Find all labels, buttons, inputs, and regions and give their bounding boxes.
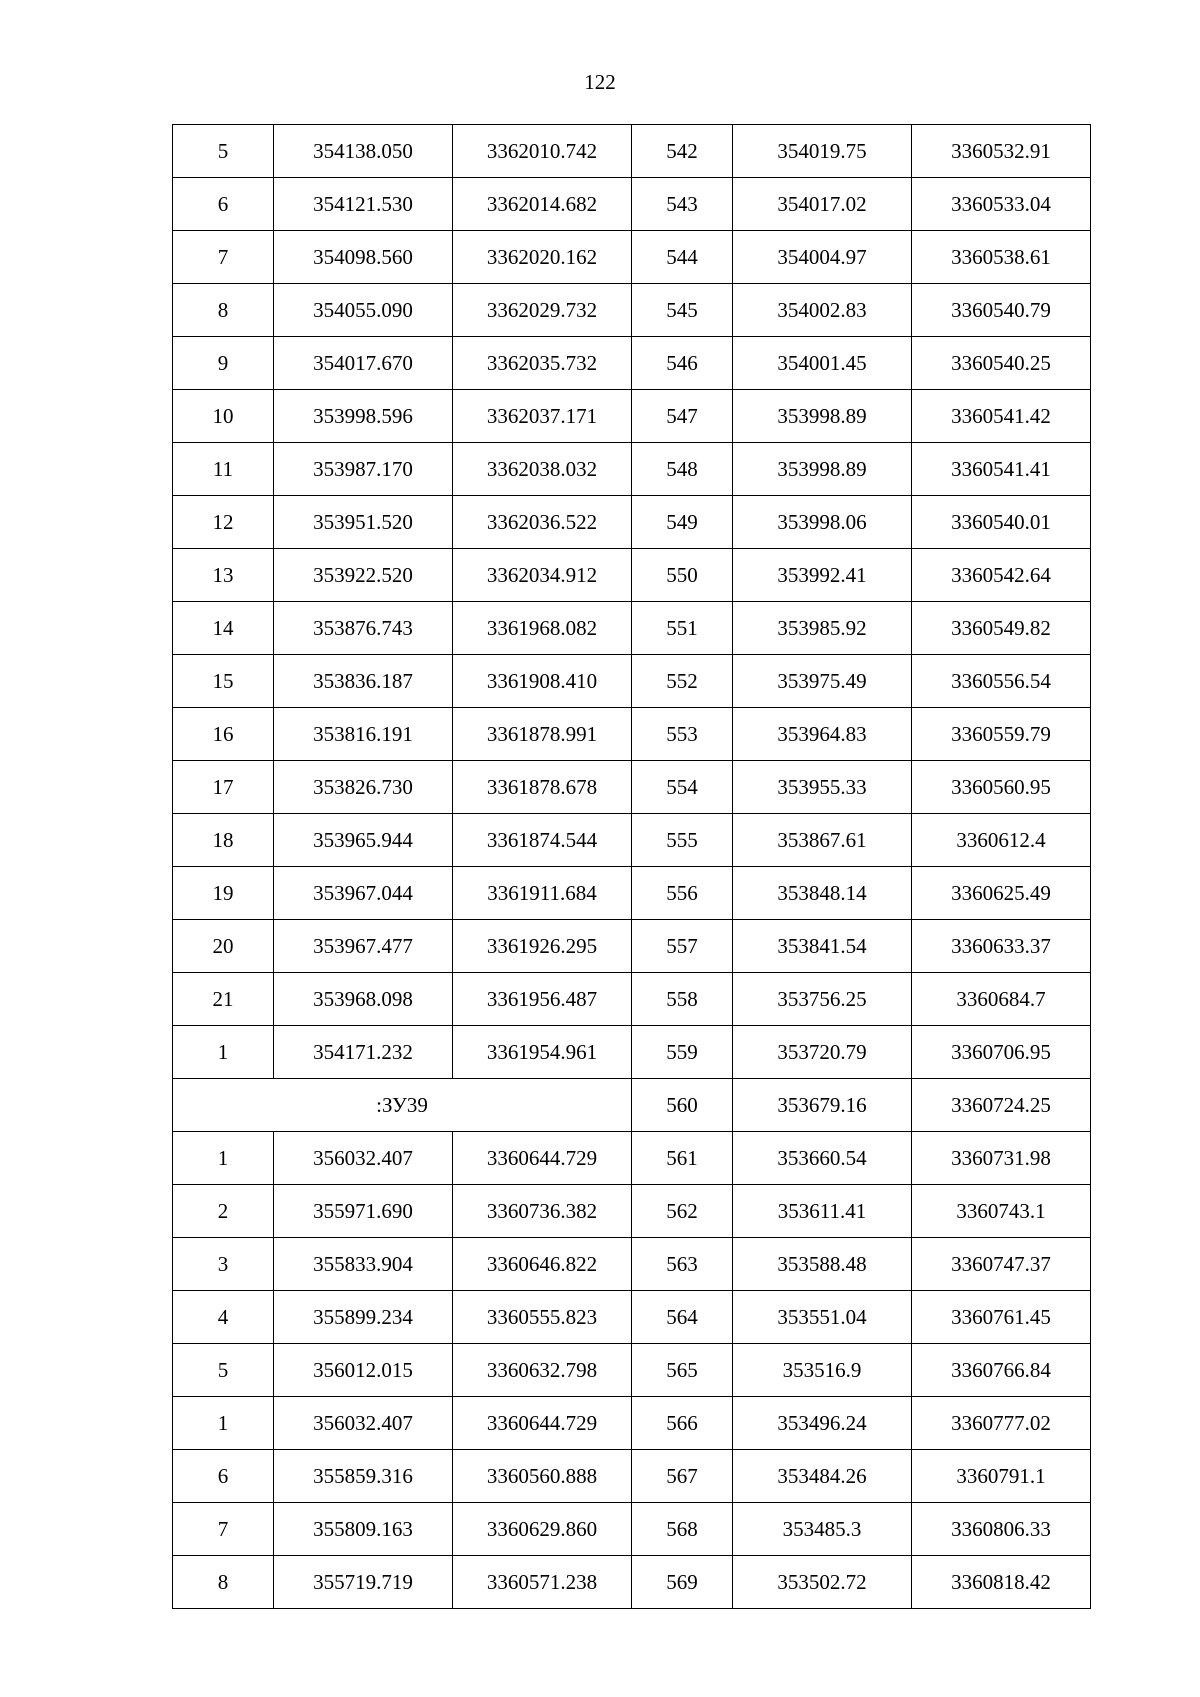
right-x-coordinate: 353502.72 <box>733 1556 912 1609</box>
right-point-number: 561 <box>632 1132 733 1185</box>
table-row <box>173 1079 1091 1132</box>
table-row <box>173 1450 1091 1503</box>
left-point-number: 8 <box>173 284 274 337</box>
right-y-coordinate: 3360560.95 <box>912 761 1091 814</box>
section-label: :ЗУ39 <box>173 1079 632 1132</box>
right-y-coordinate: 3360559.79 <box>912 708 1091 761</box>
right-point-number: 562 <box>632 1185 733 1238</box>
right-point-number: 552 <box>632 655 733 708</box>
left-point-number: 5 <box>173 1344 274 1397</box>
left-y-coordinate: 3360560.888 <box>453 1450 632 1503</box>
left-x-coordinate: 356032.407 <box>274 1397 453 1450</box>
right-x-coordinate: 353551.04 <box>733 1291 912 1344</box>
left-point-number: 8 <box>173 1556 274 1609</box>
table-row <box>173 973 1091 1026</box>
left-x-coordinate: 355859.316 <box>274 1450 453 1503</box>
table-row <box>173 549 1091 602</box>
left-y-coordinate: 3361926.295 <box>453 920 632 973</box>
right-y-coordinate: 3360743.1 <box>912 1185 1091 1238</box>
right-y-coordinate: 3360625.49 <box>912 867 1091 920</box>
right-y-coordinate: 3360532.91 <box>912 125 1091 178</box>
table-row <box>173 1026 1091 1079</box>
left-x-coordinate: 353816.191 <box>274 708 453 761</box>
left-y-coordinate: 3362037.171 <box>453 390 632 443</box>
left-x-coordinate: 355899.234 <box>274 1291 453 1344</box>
left-x-coordinate: 353987.170 <box>274 443 453 496</box>
left-point-number: 13 <box>173 549 274 602</box>
table-row <box>173 443 1091 496</box>
left-y-coordinate: 3361878.991 <box>453 708 632 761</box>
table-row <box>173 496 1091 549</box>
right-y-coordinate: 3360541.42 <box>912 390 1091 443</box>
right-x-coordinate: 353756.25 <box>733 973 912 1026</box>
left-point-number: 15 <box>173 655 274 708</box>
left-point-number: 16 <box>173 708 274 761</box>
right-x-coordinate: 353848.14 <box>733 867 912 920</box>
left-x-coordinate: 356032.407 <box>274 1132 453 1185</box>
right-x-coordinate: 354001.45 <box>733 337 912 390</box>
left-y-coordinate: 3362020.162 <box>453 231 632 284</box>
right-y-coordinate: 3360761.45 <box>912 1291 1091 1344</box>
coordinates-table <box>172 124 1091 1609</box>
right-y-coordinate: 3360806.33 <box>912 1503 1091 1556</box>
table-row <box>173 1397 1091 1450</box>
left-y-coordinate: 3361911.684 <box>453 867 632 920</box>
right-x-coordinate: 354002.83 <box>733 284 912 337</box>
left-point-number: 3 <box>173 1238 274 1291</box>
right-point-number: 542 <box>632 125 733 178</box>
right-y-coordinate: 3360724.25 <box>912 1079 1091 1132</box>
left-x-coordinate: 353951.520 <box>274 496 453 549</box>
left-y-coordinate: 3361968.082 <box>453 602 632 655</box>
left-x-coordinate: 354171.232 <box>274 1026 453 1079</box>
left-y-coordinate: 3360644.729 <box>453 1397 632 1450</box>
right-point-number: 564 <box>632 1291 733 1344</box>
right-x-coordinate: 353485.3 <box>733 1503 912 1556</box>
left-point-number: 2 <box>173 1185 274 1238</box>
right-x-coordinate: 353998.06 <box>733 496 912 549</box>
right-point-number: 556 <box>632 867 733 920</box>
page-number: 122 <box>584 70 616 94</box>
right-x-coordinate: 353955.33 <box>733 761 912 814</box>
right-point-number: 569 <box>632 1556 733 1609</box>
table-row <box>173 1503 1091 1556</box>
right-point-number: 544 <box>632 231 733 284</box>
left-y-coordinate: 3361878.678 <box>453 761 632 814</box>
left-y-coordinate: 3360632.798 <box>453 1344 632 1397</box>
left-x-coordinate: 353965.944 <box>274 814 453 867</box>
right-y-coordinate: 3360706.95 <box>912 1026 1091 1079</box>
left-point-number: 7 <box>173 1503 274 1556</box>
left-y-coordinate: 3361954.961 <box>453 1026 632 1079</box>
right-y-coordinate: 3360542.64 <box>912 549 1091 602</box>
table-row <box>173 920 1091 973</box>
right-y-coordinate: 3360684.7 <box>912 973 1091 1026</box>
left-y-coordinate: 3362036.522 <box>453 496 632 549</box>
right-point-number: 558 <box>632 973 733 1026</box>
right-x-coordinate: 353484.26 <box>733 1450 912 1503</box>
right-point-number: 547 <box>632 390 733 443</box>
coordinates-table-body <box>173 125 1091 1609</box>
left-point-number: 21 <box>173 973 274 1026</box>
left-point-number: 20 <box>173 920 274 973</box>
left-point-number: 14 <box>173 602 274 655</box>
table-row <box>173 1344 1091 1397</box>
left-y-coordinate: 3360736.382 <box>453 1185 632 1238</box>
right-point-number: 548 <box>632 443 733 496</box>
right-x-coordinate: 353660.54 <box>733 1132 912 1185</box>
table-row <box>173 814 1091 867</box>
left-x-coordinate: 354055.090 <box>274 284 453 337</box>
right-y-coordinate: 3360777.02 <box>912 1397 1091 1450</box>
right-y-coordinate: 3360766.84 <box>912 1344 1091 1397</box>
right-point-number: 550 <box>632 549 733 602</box>
table-row <box>173 1238 1091 1291</box>
right-point-number: 551 <box>632 602 733 655</box>
right-point-number: 567 <box>632 1450 733 1503</box>
table-row <box>173 655 1091 708</box>
table-row <box>173 1185 1091 1238</box>
table-row <box>173 1556 1091 1609</box>
left-y-coordinate: 3360646.822 <box>453 1238 632 1291</box>
right-point-number: 563 <box>632 1238 733 1291</box>
left-x-coordinate: 354121.530 <box>274 178 453 231</box>
table-row <box>173 761 1091 814</box>
table-row <box>173 867 1091 920</box>
left-x-coordinate: 353876.743 <box>274 602 453 655</box>
left-point-number: 19 <box>173 867 274 920</box>
right-x-coordinate: 354017.02 <box>733 178 912 231</box>
right-y-coordinate: 3360540.79 <box>912 284 1091 337</box>
left-point-number: 4 <box>173 1291 274 1344</box>
right-point-number: 557 <box>632 920 733 973</box>
left-y-coordinate: 3362010.742 <box>453 125 632 178</box>
right-y-coordinate: 3360791.1 <box>912 1450 1091 1503</box>
left-y-coordinate: 3360555.823 <box>453 1291 632 1344</box>
left-y-coordinate: 3362035.732 <box>453 337 632 390</box>
left-x-coordinate: 353922.520 <box>274 549 453 602</box>
right-point-number: 560 <box>632 1079 733 1132</box>
right-y-coordinate: 3360612.4 <box>912 814 1091 867</box>
right-point-number: 568 <box>632 1503 733 1556</box>
right-x-coordinate: 353516.9 <box>733 1344 912 1397</box>
left-point-number: 7 <box>173 231 274 284</box>
table-row <box>173 390 1091 443</box>
left-point-number: 1 <box>173 1132 274 1185</box>
left-x-coordinate: 356012.015 <box>274 1344 453 1397</box>
right-x-coordinate: 353964.83 <box>733 708 912 761</box>
left-y-coordinate: 3360644.729 <box>453 1132 632 1185</box>
right-y-coordinate: 3360731.98 <box>912 1132 1091 1185</box>
right-point-number: 545 <box>632 284 733 337</box>
left-x-coordinate: 355809.163 <box>274 1503 453 1556</box>
left-y-coordinate: 3362034.912 <box>453 549 632 602</box>
left-x-coordinate: 353968.098 <box>274 973 453 1026</box>
left-x-coordinate: 354017.670 <box>274 337 453 390</box>
table-row <box>173 231 1091 284</box>
right-x-coordinate: 353588.48 <box>733 1238 912 1291</box>
right-x-coordinate: 353720.79 <box>733 1026 912 1079</box>
left-point-number: 6 <box>173 178 274 231</box>
right-y-coordinate: 3360541.41 <box>912 443 1091 496</box>
right-x-coordinate: 353975.49 <box>733 655 912 708</box>
left-x-coordinate: 353826.730 <box>274 761 453 814</box>
right-x-coordinate: 353867.61 <box>733 814 912 867</box>
left-y-coordinate: 3362029.732 <box>453 284 632 337</box>
right-point-number: 549 <box>632 496 733 549</box>
left-y-coordinate: 3362038.032 <box>453 443 632 496</box>
table-row <box>173 1132 1091 1185</box>
right-y-coordinate: 3360540.01 <box>912 496 1091 549</box>
right-x-coordinate: 354004.97 <box>733 231 912 284</box>
left-point-number: 12 <box>173 496 274 549</box>
left-x-coordinate: 355719.719 <box>274 1556 453 1609</box>
left-point-number: 9 <box>173 337 274 390</box>
left-x-coordinate: 355971.690 <box>274 1185 453 1238</box>
right-point-number: 566 <box>632 1397 733 1450</box>
left-point-number: 5 <box>173 125 274 178</box>
right-y-coordinate: 3360533.04 <box>912 178 1091 231</box>
table-row <box>173 708 1091 761</box>
left-x-coordinate: 354138.050 <box>274 125 453 178</box>
table-row <box>173 602 1091 655</box>
right-x-coordinate: 353992.41 <box>733 549 912 602</box>
right-y-coordinate: 3360633.37 <box>912 920 1091 973</box>
right-x-coordinate: 353985.92 <box>733 602 912 655</box>
right-point-number: 543 <box>632 178 733 231</box>
left-point-number: 6 <box>173 1450 274 1503</box>
right-point-number: 565 <box>632 1344 733 1397</box>
right-point-number: 553 <box>632 708 733 761</box>
left-y-coordinate: 3361908.410 <box>453 655 632 708</box>
right-x-coordinate: 353998.89 <box>733 390 912 443</box>
right-point-number: 554 <box>632 761 733 814</box>
left-y-coordinate: 3360629.860 <box>453 1503 632 1556</box>
right-y-coordinate: 3360540.25 <box>912 337 1091 390</box>
left-x-coordinate: 353967.044 <box>274 867 453 920</box>
left-y-coordinate: 3361956.487 <box>453 973 632 1026</box>
left-point-number: 1 <box>173 1026 274 1079</box>
table-row <box>173 284 1091 337</box>
right-y-coordinate: 3360818.42 <box>912 1556 1091 1609</box>
right-point-number: 559 <box>632 1026 733 1079</box>
right-y-coordinate: 3360556.54 <box>912 655 1091 708</box>
right-x-coordinate: 353841.54 <box>733 920 912 973</box>
left-point-number: 1 <box>173 1397 274 1450</box>
left-point-number: 18 <box>173 814 274 867</box>
right-x-coordinate: 353998.89 <box>733 443 912 496</box>
left-x-coordinate: 353836.187 <box>274 655 453 708</box>
left-x-coordinate: 353967.477 <box>274 920 453 973</box>
right-x-coordinate: 353679.16 <box>733 1079 912 1132</box>
left-point-number: 17 <box>173 761 274 814</box>
right-point-number: 546 <box>632 337 733 390</box>
table-row <box>173 178 1091 231</box>
table-row <box>173 337 1091 390</box>
left-x-coordinate: 353998.596 <box>274 390 453 443</box>
right-x-coordinate: 354019.75 <box>733 125 912 178</box>
table-row <box>173 1291 1091 1344</box>
left-x-coordinate: 355833.904 <box>274 1238 453 1291</box>
right-y-coordinate: 3360549.82 <box>912 602 1091 655</box>
left-y-coordinate: 3362014.682 <box>453 178 632 231</box>
left-x-coordinate: 354098.560 <box>274 231 453 284</box>
right-point-number: 555 <box>632 814 733 867</box>
right-x-coordinate: 353496.24 <box>733 1397 912 1450</box>
left-y-coordinate: 3361874.544 <box>453 814 632 867</box>
left-point-number: 10 <box>173 390 274 443</box>
left-y-coordinate: 3360571.238 <box>453 1556 632 1609</box>
right-y-coordinate: 3360747.37 <box>912 1238 1091 1291</box>
left-point-number: 11 <box>173 443 274 496</box>
right-x-coordinate: 353611.41 <box>733 1185 912 1238</box>
right-y-coordinate: 3360538.61 <box>912 231 1091 284</box>
table-row <box>173 125 1091 178</box>
